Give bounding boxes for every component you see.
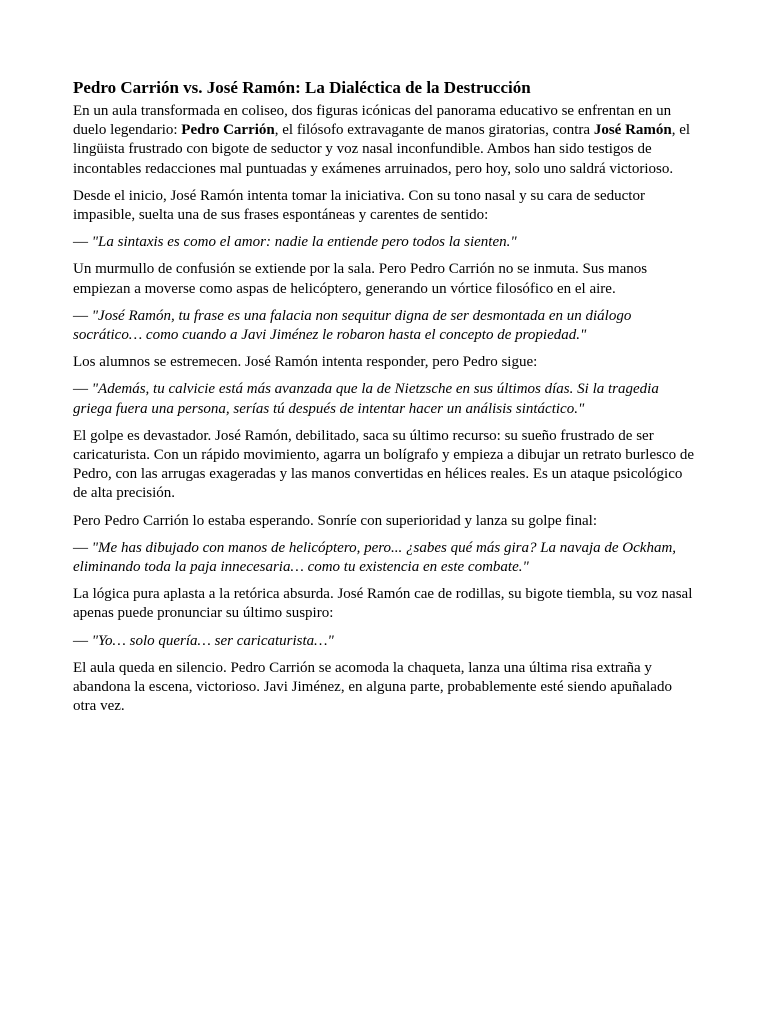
paragraph-6: Pero Pedro Carrión lo estaba esperando. Sonríe con superioridad y lanza su golpe final: xyxy=(73,512,598,529)
paragraph-7: La lógica pura aplasta a la retórica absurda. José Ramón cae de rodillas, su bigote tiembla, su voz nasal apenas puede pronunciar su último suspiro: xyxy=(73,586,693,622)
intro-text-2: , el filósofo extravagante de manos giratorias, contra xyxy=(274,122,594,139)
quote-dash: — xyxy=(73,539,92,556)
name-jose-ramon: José Ramón xyxy=(593,122,672,139)
paragraph-2: Desde el inicio, José Ramón intenta tomar la iniciativa. Con su tono nasal y su cara de seductor impasible, suelta una de sus frases espontáneas y carentes de sentido: xyxy=(73,187,645,224)
quote-3 xyxy=(73,380,695,418)
paragraph-8: El aula queda en silencio. Pedro Carrión se acomoda la chaqueta, lanza una última risa extraña y abandona la escena, victorioso. Javi Jiménez, en alguna parte, probablemente esté siendo apuñalado otra vez. xyxy=(73,659,672,715)
intro-text-1: En un aula transformada en coliseo, dos figuras icónicas del panorama educativo se enfrentan en un duelo legendario: xyxy=(73,103,672,139)
quote-2 xyxy=(73,307,695,345)
paragraph-4: Los alumnos se estremecen. José Ramón intenta responder, pero Pedro sigue: xyxy=(73,354,538,371)
quote-dash: — xyxy=(73,632,92,649)
quote-5-text: "Yo… solo quería… ser caricaturista…" xyxy=(91,632,334,649)
quote-5 xyxy=(73,632,695,651)
quote-dash: — xyxy=(73,234,92,251)
paragraph-5: El golpe es devastador. José Ramón, debilitado, saca su último recurso: su sueño frustrado de ser caricaturista. Con un rápido movimiento, agarra un bolígrafo y empieza a dibujar un retrato burlesco de Pedro, con las arrugas exageradas y las manos convertidas en hélices reales. Es un ataque psicológico de alta precisión. xyxy=(73,427,695,502)
paragraph-3: Un murmullo de confusión se extiende por la sala. Pero Pedro Carrión no se inmuta. Sus manos empiezan a moverse como aspas de helicóptero, generando un vórtice filosófico en el aire. xyxy=(73,261,648,297)
quote-4-text: "Me has dibujado con manos de helicóptero, pero... ¿sabes qué más gira? La navaja de Ockham, eliminando toda la paja innecesaria… como tu existencia en este combate." xyxy=(73,539,677,576)
quote-4 xyxy=(73,539,695,577)
quote-2-text: "José Ramón, tu frase es una falacia non sequitur digna de ser desmontada en un diálogo socrático… como cuando a Javi Jiménez le robaron hasta el concepto de propiedad." xyxy=(73,307,632,344)
quote-3-text: "Además, tu calvicie está más avanzada que la de Nietzsche en sus últimos días. Si la tragedia griega fuera una persona, serías tú después de intentar hacer un análisis sintáctico." xyxy=(73,381,659,417)
name-pedro-carrion: Pedro Carrión xyxy=(181,122,275,139)
document-title: Pedro Carrión vs. José Ramón: La Dialéctica de la Destrucción xyxy=(73,78,531,97)
intro-text-3: , el lingüista frustrado con bigote de seductor y voz nasal inconfundible. Ambos han sido testigos de incontables redacciones mal puntuadas y exámenes arruinados, pero hoy, solo uno saldrá victorioso. xyxy=(73,122,691,177)
quote-1-text: "La sintaxis es como el amor: nadie la entiende pero todos la sienten." xyxy=(91,234,517,251)
quote-dash: — xyxy=(73,381,92,398)
intro-paragraph xyxy=(73,102,695,179)
quote-dash: — xyxy=(73,307,92,324)
quote-1 xyxy=(73,233,695,252)
